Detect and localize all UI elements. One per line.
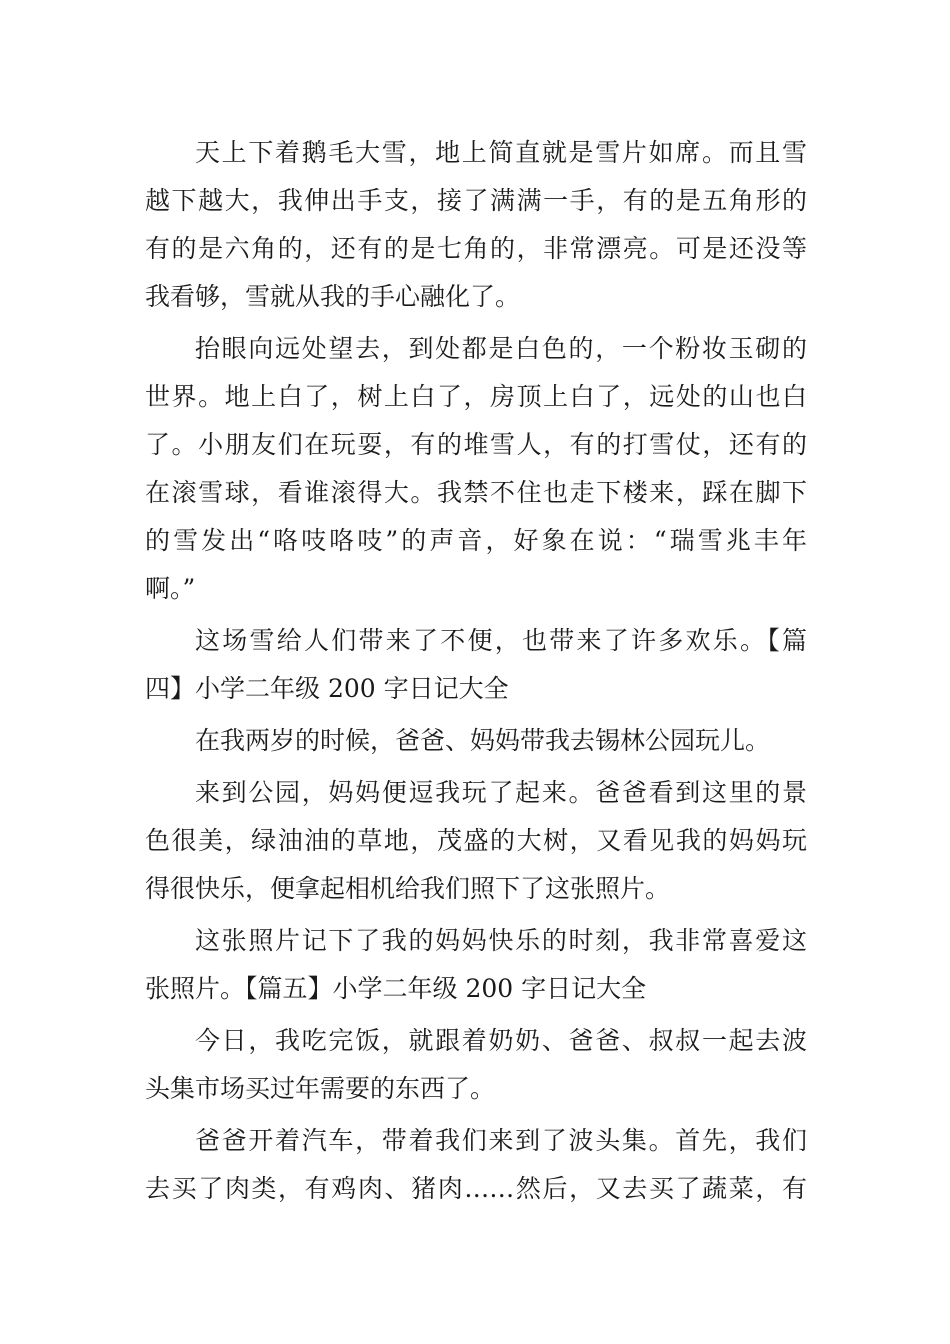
document-body bbox=[145, 129, 807, 1213]
text-line: 张照片。【篇五】小学二年级 200 字日记大全 bbox=[145, 974, 647, 1003]
text-line: 有的是六角的，还有的是七角的，非常漂亮。可是还没等 bbox=[145, 234, 807, 263]
paragraph-joy-and-heading-four bbox=[145, 617, 807, 713]
text-line: 四】小学二年级 200 字日记大全 bbox=[145, 674, 509, 703]
paragraph-market-trip bbox=[145, 1017, 807, 1113]
text-line: 爸爸开着汽车，带着我们来到了波头集。首先，我们 bbox=[195, 1126, 807, 1155]
text-line: 在我两岁的时候，爸爸、妈妈带我去锡林公园玩儿。 bbox=[195, 726, 771, 755]
text-line: 抬眼向远处望去，到处都是白色的，一个粉妆玉砌的 bbox=[195, 334, 807, 363]
text-line: 这张照片记下了我的妈妈快乐的时刻，我非常喜爱这 bbox=[195, 926, 807, 955]
text-line: 我看够，雪就从我的手心融化了。 bbox=[145, 282, 521, 311]
text-line: 在滚雪球，看谁滚得大。我禁不住也走下楼来，踩在脚下 bbox=[145, 478, 807, 507]
text-line: 世界。地上白了，树上白了，房顶上白了，远处的山也白 bbox=[145, 382, 807, 411]
text-line: 来到公园，妈妈便逗我玩了起来。爸爸看到这里的景 bbox=[195, 778, 807, 807]
text-line: 今日，我吃完饭，就跟着奶奶、爸爸、叔叔一起去波 bbox=[195, 1026, 807, 1055]
text-line: 这场雪给人们带来了不便，也带来了许多欢乐。【篇 bbox=[195, 626, 807, 655]
text-line: 啊。” bbox=[145, 574, 196, 603]
text-line: 了。小朋友们在玩耍，有的堆雪人，有的打雪仗，还有的 bbox=[145, 430, 807, 459]
paragraph-white-world bbox=[145, 325, 807, 613]
text-line: 去买了肉类，有鸡肉、猪肉……然后，又去买了蔬菜，有 bbox=[145, 1174, 807, 1203]
text-line: 得很快乐，便拿起相机给我们照下了这张照片。 bbox=[145, 874, 671, 903]
text-line: 越下越大，我伸出手支，接了满满一手，有的是五角形的 bbox=[145, 186, 807, 215]
text-line: 的雪发出“咯吱咯吱”的声音，好象在说：“瑞雪兆丰年 bbox=[145, 526, 807, 555]
paragraph-photo-and-heading-five bbox=[145, 917, 807, 1013]
paragraph-park-visit bbox=[145, 717, 807, 765]
text-line: 头集市场买过年需要的东西了。 bbox=[145, 1074, 496, 1103]
paragraph-photo-taken bbox=[145, 769, 807, 913]
text-line: 天上下着鹅毛大雪，地上简直就是雪片如席。而且雪 bbox=[195, 138, 807, 167]
paragraph-shopping bbox=[145, 1117, 807, 1213]
text-line: 色很美，绿油油的草地，茂盛的大树，又看见我的妈妈玩 bbox=[145, 826, 807, 855]
paragraph-snow-falling bbox=[145, 129, 807, 321]
